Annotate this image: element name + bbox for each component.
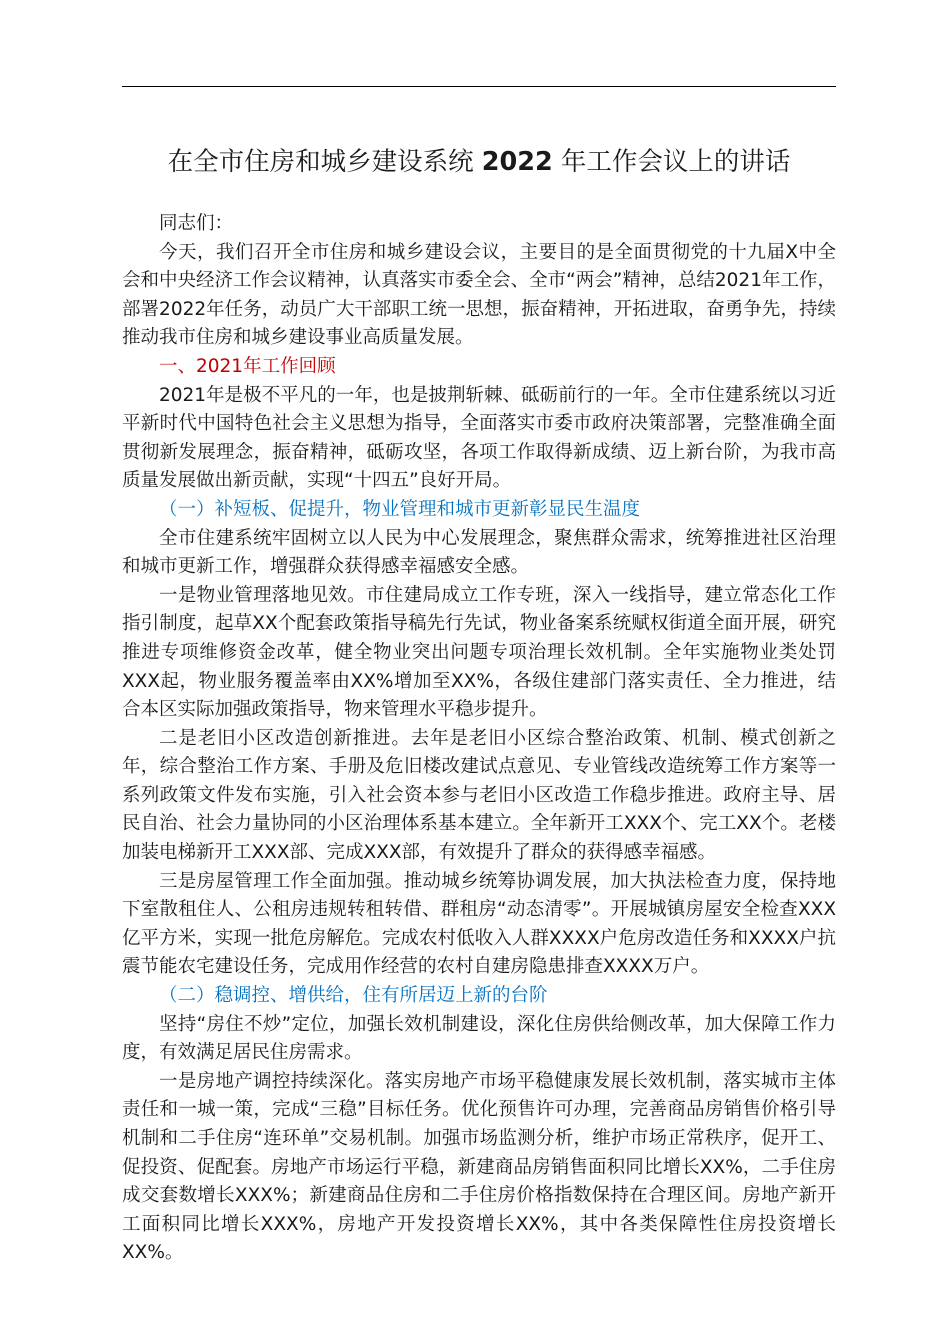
title-text-before: 在全市住房和城乡建设系统 [167,147,474,177]
greeting: 同志们： [159,213,234,234]
header-rule [122,86,836,87]
body-paragraph: 二是老旧小区改造创新推进。去年是老旧小区综合整治政策、机制、模式创新之年，综合整治工作方案、手册及危旧楼改建试点意见、专业管线改造统筹工作方案等一系列政策文件发布实施，引入社会资本参与老旧小区改造工作稳步推进。政府主导、居民自治、社会力量协同的小区治理体系基本建立。全年新开工XXX个、完工XX个。老楼加装电梯新开工XXX部、完成XXX部，有效提升了群众的获得感幸福感。 [122,727,836,864]
body-paragraph: 2021年是极不平凡的一年，也是披荆斩棘、砥砺前行的一年。全市住建系统以习近平新时代中国特色社会主义思想为指导，全面落实市委市政府决策部署，完整准确全面贯彻新发展理念，振奋精神，砥砺攻坚，各项工作取得新成绩、迈上新台阶，为我市高质量发展做出新贡献，实现“十四五”良好开局。 [122,384,836,492]
body-paragraph: 一是房地产调控持续深化。落实房地产市场平稳健康发展长效机制，落实城市主体责任和一城一策，完成“三稳”目标任务。优化预售许可办理，完善商品房销售价格引导机制和二手住房“连环单”交易机制。加强市场监测分析，维护市场正常秩序，促开工、促投资、促配套。房地产市场运行平稳，新建商品房销售面积同比增长XX%，二手住房成交套数增长XXX%；新建商品住房和二手住房价格指数保持在合理区间。房地产新开工面积同比增长XXX%，房地产开发投资增长XX%，其中各类保障性住房投资增长XX%。 [122,1070,836,1264]
section-heading-1: 一、2021年工作回顾 [159,355,336,377]
body-paragraph: 三是房屋管理工作全面加强。推动城乡统筹协调发展，加大执法检查力度，保持地下室散租住人、公租房违规转租转借、群租房“动态清零”。开展城镇房屋安全检查XXX亿平方米，实现一批危房解危。完成农村低收入人群XXXX户危房改造任务和XXXX户抗震节能农宅建设任务，完成用作经营的农村自建房隐患排查XXXX万户。 [122,870,836,978]
document-page [122,140,836,1268]
document-body [122,239,836,1268]
body-paragraph: 全市住建系统牢固树立以人民为中心发展理念，聚焦群众需求，统筹推进社区治理和城市更新工作，增强群众获得感幸福感安全感。 [122,527,836,578]
subsection-heading-1: （一）补短板、促提升，物业管理和城市更新彰显民生温度 [159,498,641,520]
title-year: 2022 [481,147,553,177]
title-text-after: 年工作会议上的讲话 [560,147,791,177]
intro-paragraph: 今天，我们召开全市住房和城乡建设会议，主要目的是全面贯彻党的十九届X中全会和中央经济工作会议精神，认真落实市委全会、全市“两会”精神，总结2021年工作，部署2022年任务，动员广大干部职工统一思想，振奋精神，开拓进取，奋勇争先，持续推动我市住房和城乡建设事业高质量发展。 [122,241,836,349]
body-paragraph: 坚持“房住不炒”定位，加强长效机制建设，深化住房供给侧改革，加大保障工作力度，有效满足居民住房需求。 [122,1013,836,1064]
document-title [122,140,836,184]
subsection-heading-2: （二）稳调控、增供给，住有所居迈上新的台阶 [159,985,548,1007]
body-paragraph: 一是物业管理落地见效。市住建局成立工作专班，深入一线指导，建立常态化工作指引制度，起草XX个配套政策指导稿先行先试，物业备案系统赋权街道全面开展，研究推进专项维修资金改革，健全物业突出问题专项治理长效机制。全年实施物业类处罚XXX起，物业服务覆盖率由XX%增加至XX%，各级住建部门落实责任、全力推进，结合本区实际加强政策指导，物来管理水平稳步提升。 [122,584,836,721]
